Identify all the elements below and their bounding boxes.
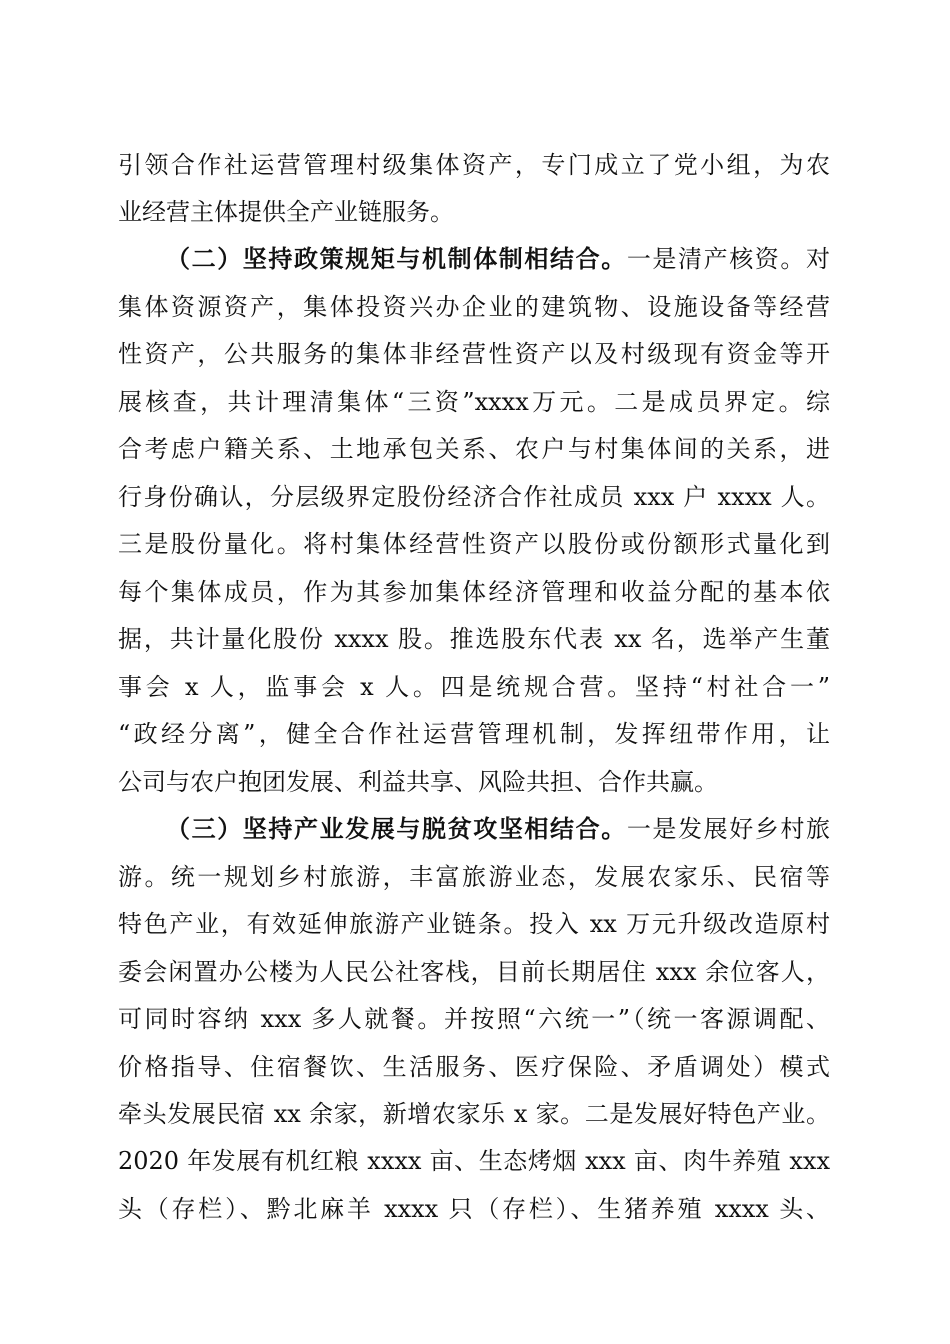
- paragraph-3-line-9: [118, 1194, 830, 1224]
- line-text: 每个集体成员，作为其参加集体经济管理和收益分配的基本依: [118, 578, 830, 606]
- line-text: 业经营主体提供全产业链服务。: [118, 198, 454, 226]
- paragraph-3-line-5: [118, 1004, 830, 1034]
- paragraph-2-line-1: [166, 244, 830, 274]
- paragraph-3-line-4: [118, 957, 830, 987]
- paragraph-2-line-3: [118, 339, 830, 369]
- line-text: 可同时容纳 xxx 多人就餐。并按照“六统一”（统一客源调配、: [118, 1005, 830, 1033]
- line-text: 价格指导、住宿餐饮、生活服务、医疗保险、矛盾调处）模式: [118, 1053, 830, 1081]
- line-text: 一是清产核资。对: [626, 245, 831, 273]
- line-text: 公司与农户抱团发展、利益共享、风险共担、合作共赢。: [118, 768, 718, 796]
- line-text: 行身份确认，分层级界定股份经济合作社成员 xxx 户 xxxx 人。: [118, 483, 830, 511]
- paragraph-2-line-9: [118, 624, 830, 654]
- paragraph-3-line-2: [118, 862, 830, 892]
- paragraph-2-line-7: [118, 529, 830, 559]
- line-text: 牵头发展民宿 xx 余家，新增农家乐 x 家。二是发展好特色产业。: [118, 1100, 830, 1128]
- paragraph-3-line-6: [118, 1052, 830, 1082]
- paragraph-1-line-1: [118, 150, 830, 180]
- line-text: 三是股份量化。将村集体经营性资产以股份或份额形式量化到: [118, 530, 830, 558]
- paragraph-3-line-8: [118, 1146, 830, 1176]
- line-text: 展核查，共计理清集体“三资”xxxx万元。二是成员界定。综: [118, 388, 830, 416]
- line-text: 一是发展好乡村旅: [626, 815, 831, 843]
- line-text: “政经分离”，健全合作社运营管理机制，发挥纽带作用，让: [118, 720, 830, 748]
- line-text: 性资产，公共服务的集体非经营性资产以及村级现有资金等开: [118, 340, 830, 368]
- paragraph-3-line-1: [166, 814, 830, 844]
- line-text: 委会闲置办公楼为人民公社客栈，目前长期居住 xxx 余位客人，: [118, 958, 830, 986]
- paragraph-2-line-6: [118, 482, 830, 512]
- line-text: 事会 x 人，监事会 x 人。四是统规合营。坚持“村社合一”: [118, 673, 830, 701]
- line-text: 引领合作社运营管理村级集体资产，专门成立了党小组，为农: [118, 151, 830, 179]
- paragraph-3-line-7: [118, 1099, 830, 1129]
- section-heading-3: （三）坚持产业发展与脱贫攻坚相结合。: [166, 814, 627, 843]
- line-text: 游。统一规划乡村旅游，丰富旅游业态，发展农家乐、民宿等: [118, 863, 830, 891]
- line-text: 特色产业，有效延伸旅游产业链条。投入 xx 万元升级改造原村: [118, 910, 830, 938]
- paragraph-2-line-4: [118, 387, 830, 417]
- paragraph-2-line-12: [118, 767, 830, 797]
- line-text: 2020 年发展有机红粮 xxxx 亩、生态烤烟 xxx 亩、肉牛养殖 xxx: [118, 1147, 830, 1175]
- paragraph-2-line-8: [118, 577, 830, 607]
- paragraph-2-line-10: [118, 672, 830, 702]
- line-text: 集体资源资产，集体投资兴办企业的建筑物、设施设备等经营: [118, 293, 830, 321]
- paragraph-2-line-5: [118, 434, 830, 464]
- paragraph-2-line-2: [118, 292, 830, 322]
- paragraph-3-line-3: [118, 909, 830, 939]
- line-text: 合考虑户籍关系、土地承包关系、农户与村集体间的关系，进: [118, 435, 830, 463]
- paragraph-1-line-2: [118, 197, 830, 227]
- section-heading-2: （二）坚持政策规矩与机制体制相结合。: [166, 244, 627, 273]
- line-text: 据，共计量化股份 xxxx 股。推选股东代表 xx 名，选举产生董: [118, 625, 830, 653]
- paragraph-2-line-11: [118, 719, 830, 749]
- line-text: 头（存栏）、黔北麻羊 xxxx 只（存栏）、生猪养殖 xxxx 头、: [118, 1195, 830, 1223]
